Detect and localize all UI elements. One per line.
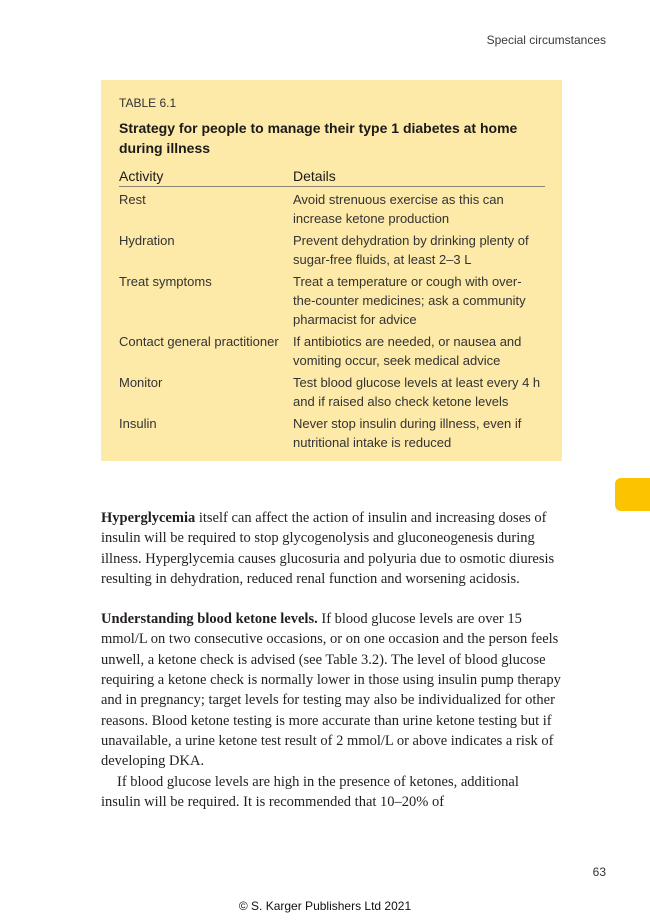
table-row [119, 190, 545, 228]
table-6-1 [101, 80, 562, 461]
running-head: Special circumstances [486, 33, 606, 47]
row-activity: Treat symptoms [119, 274, 212, 289]
row-activity: Contact general practitioner [119, 334, 279, 349]
table-header [119, 168, 545, 187]
paragraph-hyperglycemia [101, 508, 561, 589]
row-details: If antibiotics are needed, or nausea and vomiting occur, seek medical advice [293, 334, 522, 368]
header-activity: Activity [119, 168, 164, 184]
body-text [101, 508, 561, 812]
row-activity: Monitor [119, 375, 163, 390]
row-activity: Hydration [119, 233, 175, 248]
table-label: TABLE 6.1 [119, 96, 177, 110]
paragraph-lead: Hyperglycemia [101, 510, 196, 526]
row-activity: Rest [119, 192, 146, 207]
row-activity: Insulin [119, 416, 157, 431]
page-number: 63 [592, 865, 606, 879]
paragraph-text: itself can affect the action of insulin and increasing doses of insulin will be required to stop glycogenolysis and gluconeogenesis during illness. Hyperglycemia causes glucosuria and polyuria due to osmotic diuresis resulting in dehydration, reduced renal function and worsening acidosis. [101, 510, 555, 587]
table-row [119, 332, 545, 370]
table-row [119, 231, 545, 269]
table-row [119, 373, 545, 411]
paragraph-lead: Understanding blood ketone levels. [101, 611, 318, 628]
chapter-thumb-tab [615, 478, 650, 511]
row-details: Avoid strenuous exercise as this can increase ketone production [293, 192, 504, 226]
paragraph-ketone-levels [101, 609, 561, 771]
table-row [119, 414, 545, 452]
paragraph-additional-insulin: If blood glucose levels are high in the presence of ketones, additional insulin will be required. It is recommended that 10–20% of [101, 773, 519, 810]
paragraph-text: If blood glucose levels are over 15 mmol/L on two consecutive occasions, or on one occasion and the person feels unwell, a ketone check is advised (see Table 3.2). The level of blood glucose requiring a ketone check is normally lower in those using insulin pump therapy and in pregnancy; target levels for testing may also be individualized for other reasons. Blood ketone testing is more accurate than urine ketone testing but if unavailable, a urine ketone test result of 2 mmol/L or above indicates a risk of developing DKA. [101, 611, 561, 770]
row-details: Never stop insulin during illness, even if nutritional intake is reduced [293, 416, 522, 450]
row-details: Treat a temperature or cough with over-the-counter medicines; ask a community pharmacist for advice [293, 274, 526, 327]
header-details: Details [293, 168, 336, 184]
table-row [119, 272, 545, 329]
copyright-footer: © S. Karger Publishers Ltd 2021 [238, 899, 412, 913]
row-details: Prevent dehydration by drinking plenty of sugar-free fluids, at least 2–3 L [293, 233, 529, 267]
row-details: Test blood glucose levels at least every 4 h and if raised also check ketone levels [293, 375, 541, 409]
table-title: Strategy for people to manage their type 1 diabetes at home during illness [119, 120, 518, 156]
